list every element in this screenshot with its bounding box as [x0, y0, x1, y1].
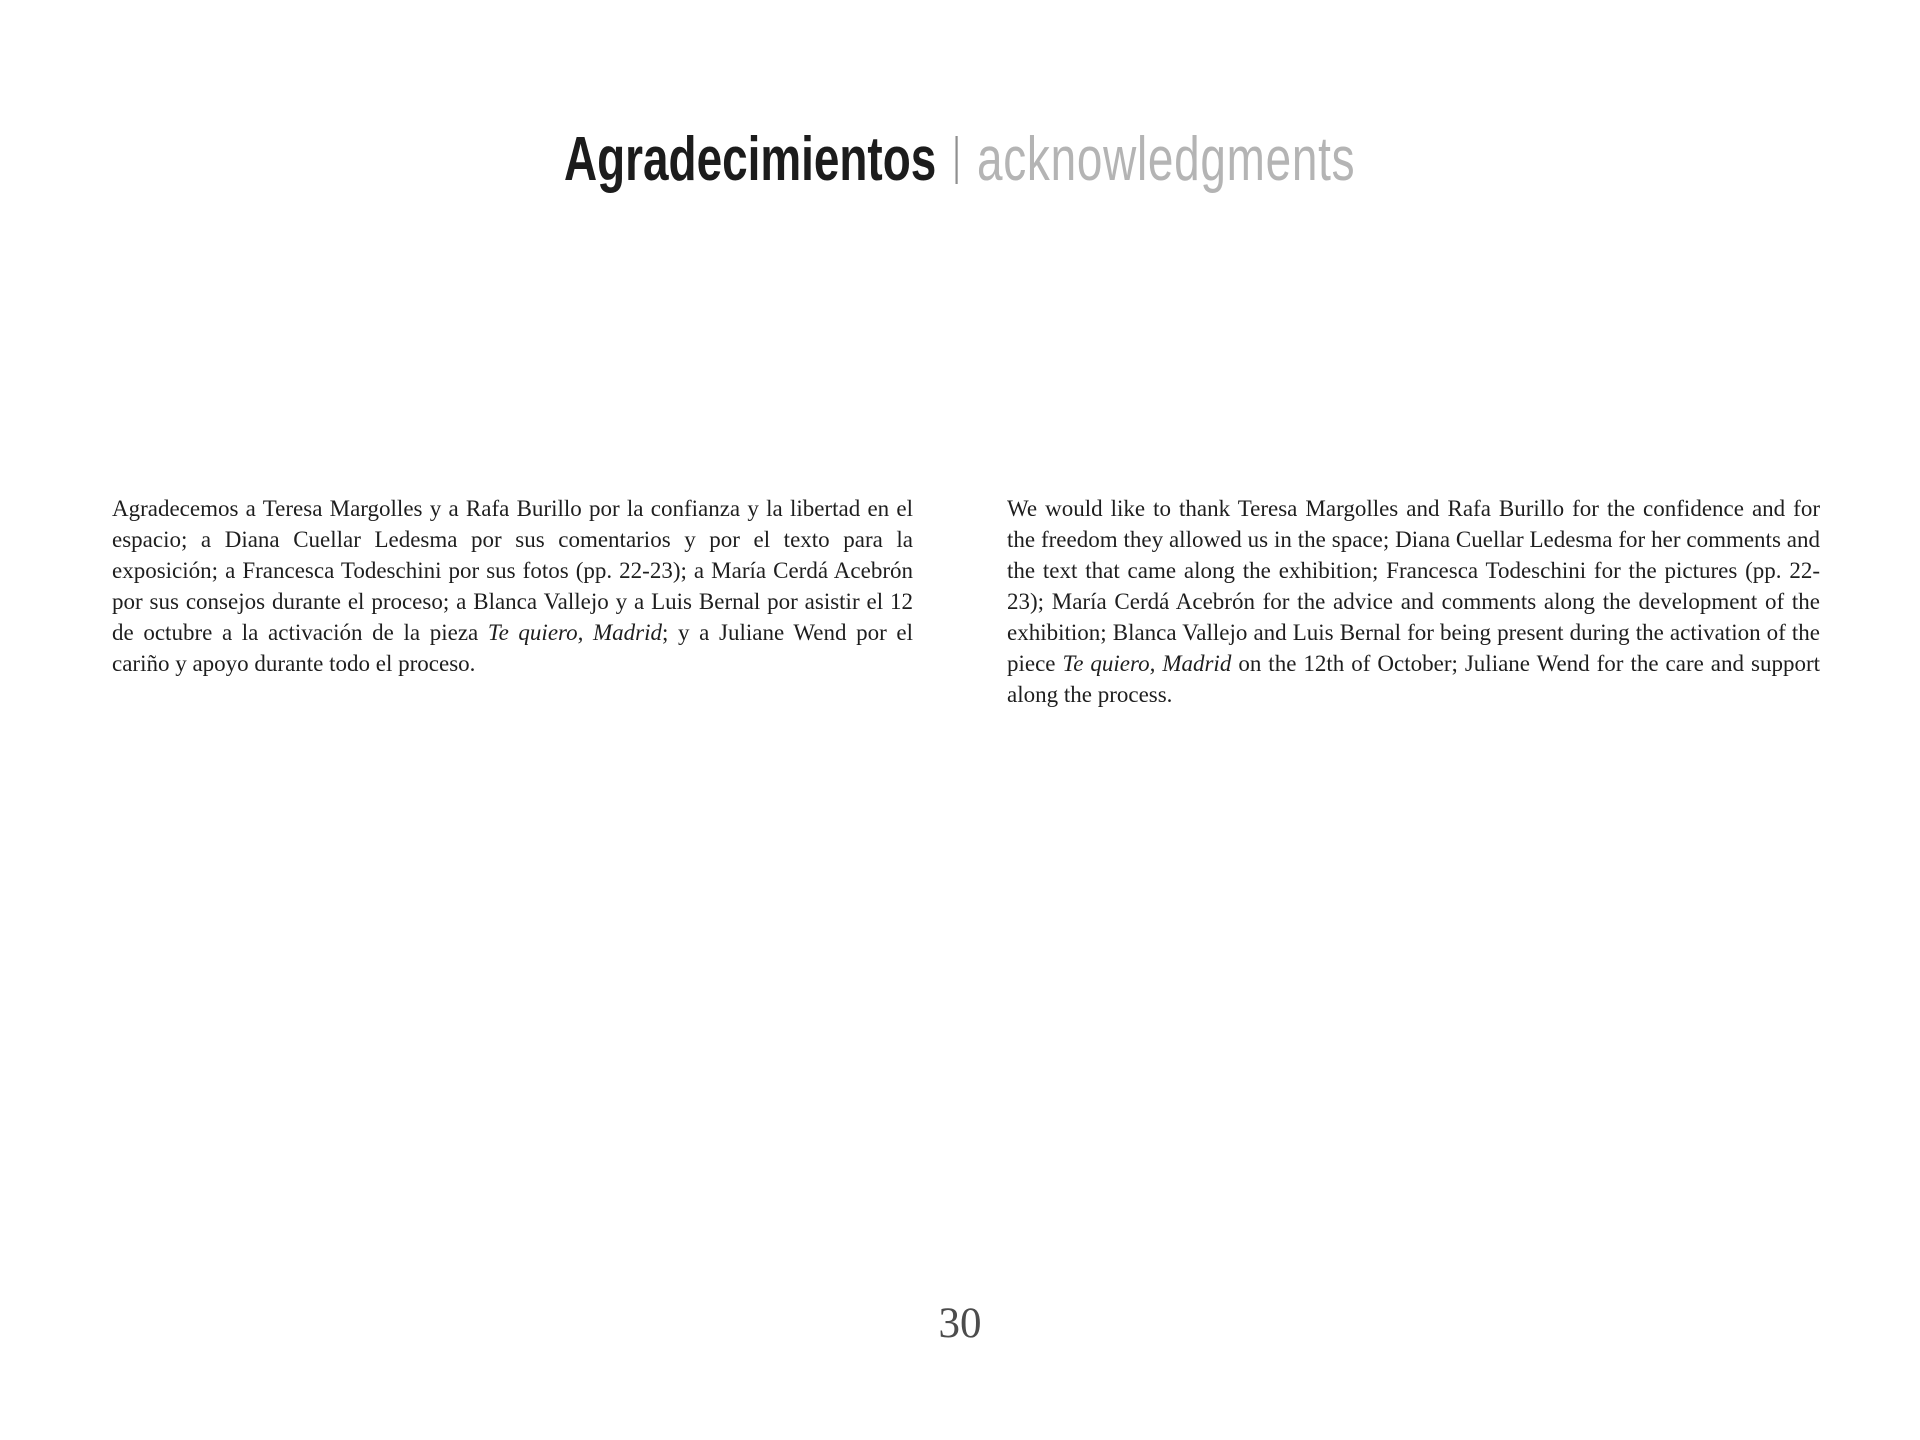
- paragraph-english-italic-phrase: Te quiero, Madrid: [1062, 651, 1232, 676]
- page-number: 30: [938, 1300, 982, 1347]
- paragraph-english-text: We would like to thank Teresa Margolles and Rafa Burillo for the confidence and for the freedom they allowed us in the space; Diana Cuellar Ledesma for her comments and the text that came along the exhibition; Francesca Todeschini for the pictures (pp. 22-23); María Cerdá Acebrón for the advice and comments along the development of the exhibition; Blanca Vallejo and Luis Bernal for being present during the activation of the piece: [1007, 496, 1820, 676]
- paragraph-english-text-end: on the 12th of October; Juliane Wend for the care and support along the process.: [1007, 651, 1820, 707]
- title-divider-bar: [956, 136, 958, 184]
- paragraph-spanish-text-end: ; y a Juliane Wend por el cariño y apoyo durante todo el proceso.: [112, 620, 913, 676]
- paragraph-spanish: [112, 493, 913, 710]
- paragraph-spanish-italic-phrase: Te quiero, Madrid: [487, 620, 663, 645]
- paragraph-spanish-text: Agradecemos a Teresa Margolles y a Rafa Burillo por la confianza y la libertad en el espacio; a Diana Cuellar Ledesma por sus comentarios y por el texto para la exposición; a Francesca Todeschini por sus fotos (pp. 22-23); a María Cerdá Acebrón por sus consejos durante el proceso; a Blanca Vallejo y a Luis Bernal por asistir el 12 de octubre a la activación de la pieza: [112, 496, 913, 645]
- page-header: [0, 108, 1920, 213]
- page-title: [564, 125, 1356, 195]
- title-english: acknowledgments: [977, 125, 1356, 195]
- page-footer: [0, 1302, 1920, 1345]
- paragraph-english: [1007, 493, 1820, 710]
- title-spanish: Agradecimientos: [564, 125, 937, 195]
- body-columns: [112, 493, 1820, 710]
